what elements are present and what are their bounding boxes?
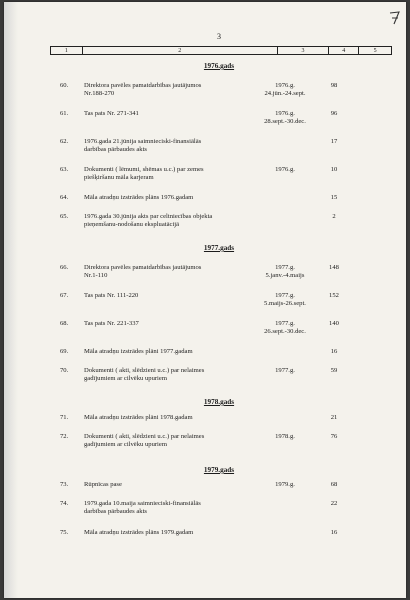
item-number: 68. <box>60 320 69 327</box>
date-line: 26.sept.-30.dec. <box>264 328 306 336</box>
item-date <box>259 264 311 280</box>
description-line: piešķiršanu māla karjeram <box>84 174 154 182</box>
description-line: darbības pārbaudes akts <box>84 508 147 516</box>
description-line: Māla atradņu izstrādes plāni 1978.gadam <box>84 414 193 421</box>
item-description <box>84 433 269 449</box>
date-line: 1976.g. <box>275 82 295 89</box>
column-header-5: 5 <box>373 48 377 54</box>
description-line: 1979.gada 10.maija saimnieciski-finansiālās <box>84 500 201 507</box>
date-line: 1978.g. <box>275 433 295 440</box>
item-date <box>259 166 311 174</box>
item-date <box>259 481 311 489</box>
item-number: 74. <box>60 500 69 507</box>
item-date <box>259 82 311 98</box>
column-header-table <box>50 46 392 55</box>
item-date <box>259 320 311 336</box>
description-line: Dokumenti ( akti, slēdzieni u.c.) par nelaimes <box>84 433 205 440</box>
description-line: Māla atradņu izstrādes plāns 1979.gadam <box>84 529 194 536</box>
item-sheet-count: 152 <box>329 292 339 299</box>
item-number: 62. <box>60 138 69 145</box>
item-sheet-count: 148 <box>329 264 339 271</box>
description-line: Direktora pavēles pamatdarbības jautājumos <box>84 264 202 271</box>
year-heading-1976: 1976.gads <box>203 62 235 70</box>
item-description <box>84 82 269 98</box>
date-line: 5.janv.-4.maijs <box>265 272 305 280</box>
column-header-3: 3 <box>278 47 330 54</box>
item-description <box>84 500 269 516</box>
item-sheet-count: 59 <box>330 367 338 374</box>
item-number: 72. <box>60 433 69 440</box>
date-line: 24.jūn.-24.sept. <box>264 90 306 98</box>
year-heading-1977: 1977.gads <box>203 244 235 252</box>
item-sheet-count: 2 <box>332 213 336 220</box>
description-line: 1976.gada 21.jūnija saimnieciski-finansiālās <box>84 138 202 145</box>
item-sheet-count: 10 <box>330 166 338 173</box>
item-sheet-count: 98 <box>330 82 338 89</box>
item-date <box>259 110 311 126</box>
description-line: Māla atradņu izstrādes plāni 1977.gadam <box>84 348 193 355</box>
item-date <box>259 292 311 308</box>
description-line: pieņemšanu-nodošanu ekspluatācijā <box>84 221 180 229</box>
document-page <box>4 2 406 598</box>
item-number: 69. <box>60 348 69 355</box>
date-line: 1977.g. <box>275 367 295 374</box>
date-line: 28.sept.-30.dec. <box>264 118 306 126</box>
scan-edge <box>4 2 18 598</box>
item-sheet-count: 15 <box>330 194 338 201</box>
item-description <box>84 264 269 280</box>
item-number: 63. <box>60 166 69 173</box>
item-description <box>84 292 269 300</box>
description-line: darbības pārbaudes akts <box>84 146 147 154</box>
item-number: 65. <box>60 213 69 220</box>
item-sheet-count: 16 <box>330 529 338 536</box>
description-line: Rūpnīcas pase <box>84 481 122 488</box>
description-line: Nr.1-110 <box>84 272 108 280</box>
date-line: 1979.g. <box>275 481 295 488</box>
item-description <box>84 166 269 182</box>
item-sheet-count: 22 <box>330 500 338 507</box>
description-line: Māla atradņu izstrādes plāns 1976.gadam <box>84 194 194 201</box>
item-description <box>84 529 269 537</box>
item-sheet-count: 96 <box>330 110 338 117</box>
item-date <box>259 367 311 375</box>
item-sheet-count: 16 <box>330 348 338 355</box>
handwritten-page-mark <box>388 10 402 26</box>
date-line: 1977.g. <box>275 320 295 327</box>
item-description <box>84 194 269 202</box>
year-heading-1979: 1979.gads <box>203 466 235 474</box>
description-line: Direktora pavēles pamatdarbības jautājumos <box>84 82 202 89</box>
description-line: Tas pats Nr. 271-341 <box>84 110 139 117</box>
item-number: 66. <box>60 264 69 271</box>
date-line: 1976.g. <box>275 166 295 173</box>
date-line: 1977.g. <box>275 264 295 271</box>
item-description <box>84 213 269 229</box>
date-line: 5.maijs-26.sept. <box>264 300 306 308</box>
item-date <box>259 433 311 441</box>
description-line: Tas pats Nr. 111-220 <box>84 292 139 299</box>
item-sheet-count: 68 <box>330 481 338 488</box>
description-line: Tas pats Nr. 221-337 <box>84 320 139 327</box>
item-number: 60. <box>60 82 69 89</box>
item-number: 64. <box>60 194 69 201</box>
column-header-1: 1 <box>51 47 83 54</box>
item-description <box>84 367 269 383</box>
item-description <box>84 110 269 118</box>
item-number: 75. <box>60 529 69 536</box>
item-sheet-count: 140 <box>329 320 339 327</box>
year-heading-1978: 1978.gads <box>203 398 235 406</box>
item-number: 73. <box>60 481 69 488</box>
item-description <box>84 320 269 328</box>
item-number: 71. <box>60 414 69 421</box>
item-number: 70. <box>60 367 69 374</box>
item-description <box>84 138 269 154</box>
item-description <box>84 348 269 356</box>
description-line: 1976.gada 30.jūnija akts par celtniecības objekta <box>84 213 213 220</box>
description-line: Dokumenti ( lēmumi, shēmas u.c.) par zemes <box>84 166 204 173</box>
description-line: gadījumiem ar cilvēku upuriem <box>84 375 167 383</box>
item-description <box>84 414 269 422</box>
item-sheet-count: 17 <box>330 138 338 145</box>
description-line: Dokumenti ( akti, slēdzieni u.c.) par nelaimes <box>84 367 205 374</box>
item-sheet-count: 21 <box>330 414 338 421</box>
date-line: 1977.g. <box>275 292 295 299</box>
description-line: Nr.188-270 <box>84 90 115 98</box>
date-line: 1976.g. <box>275 110 295 117</box>
item-description <box>84 481 269 489</box>
item-number: 61. <box>60 110 69 117</box>
item-number: 67. <box>60 292 69 299</box>
column-header-4: 4 <box>329 47 359 54</box>
column-header-2: 2 <box>83 47 278 54</box>
item-sheet-count: 76 <box>330 433 338 440</box>
description-line: gadījumiem ar cilvēku upuriem <box>84 441 167 449</box>
page-number: 3 <box>217 32 221 41</box>
